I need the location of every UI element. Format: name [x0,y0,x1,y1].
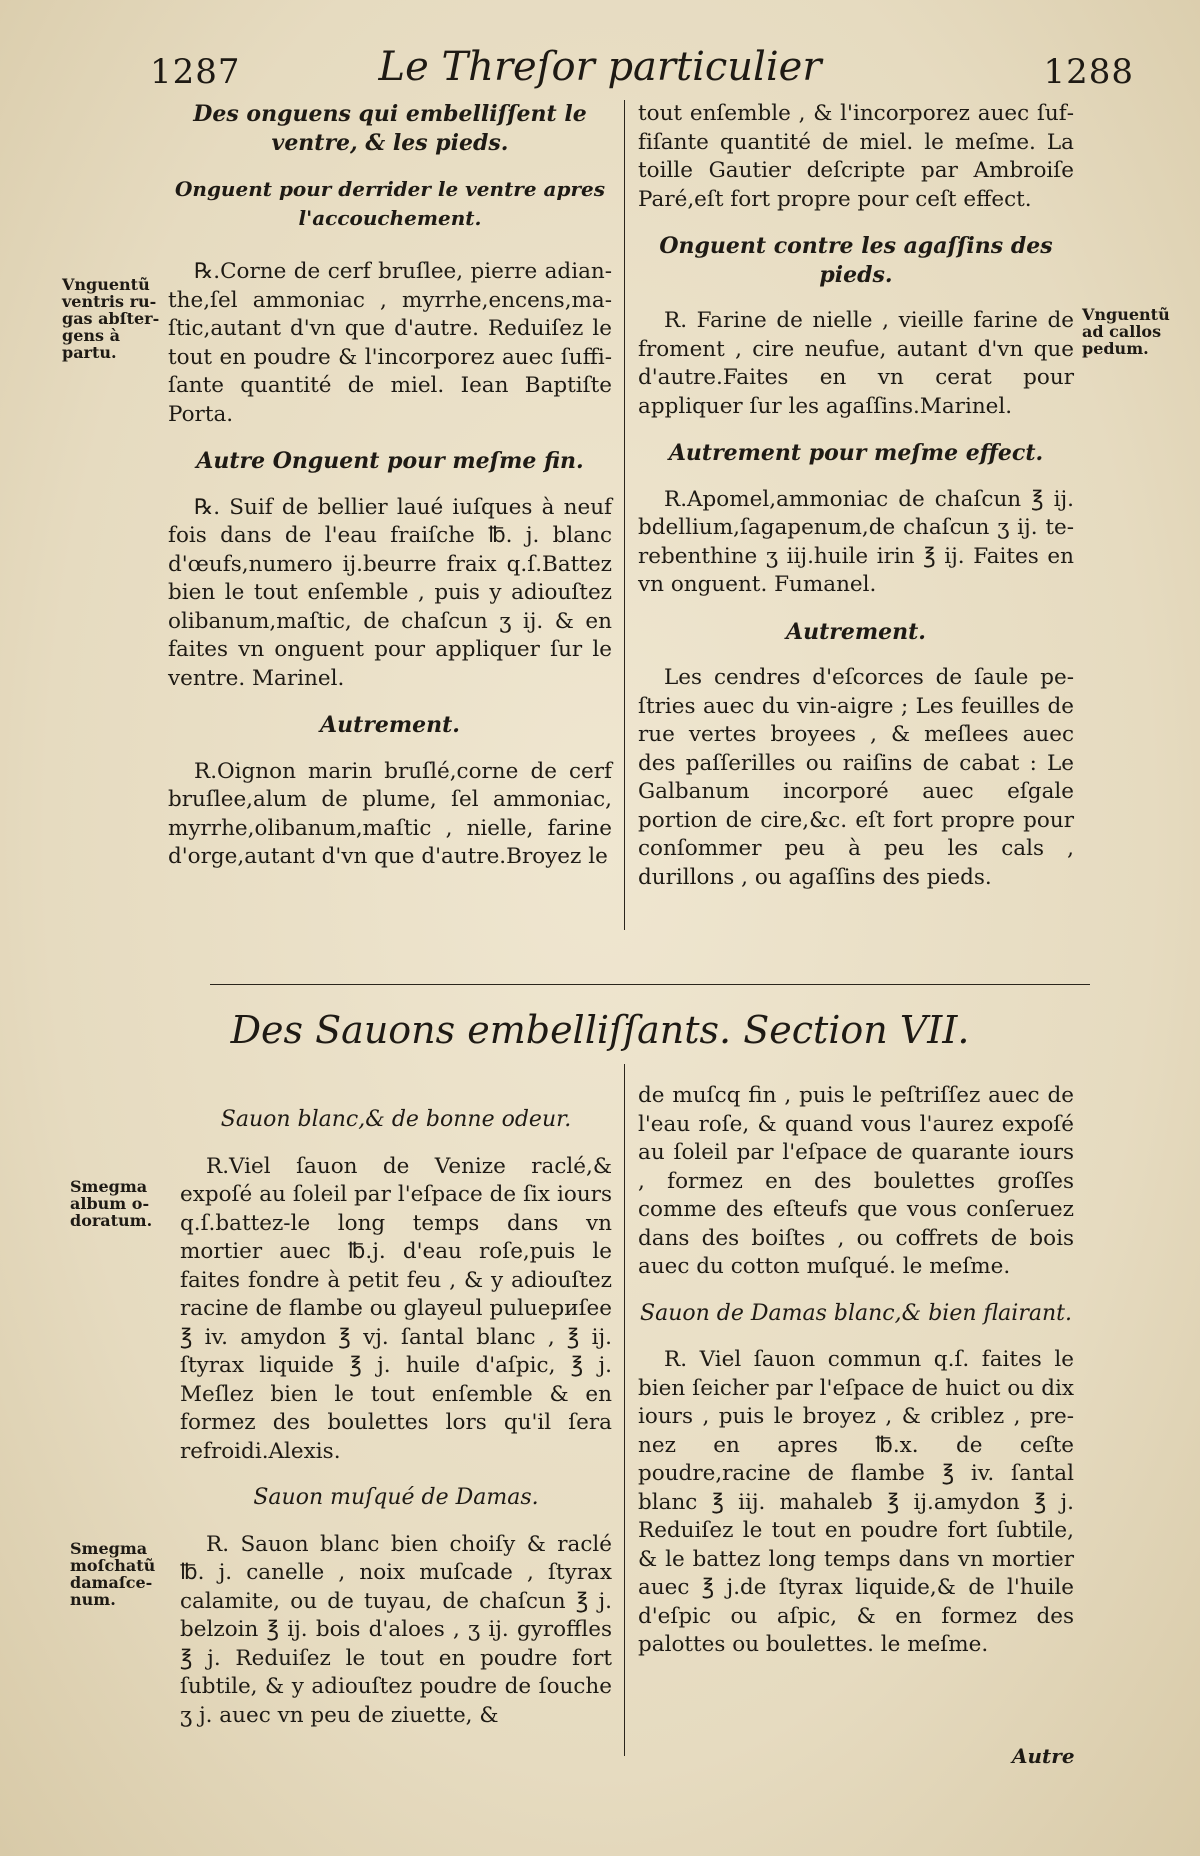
margin-note: Smegma album odoratum. [70,1177,153,1230]
recipe-paragraph: Les cendres d'eſcorces de ſaule peſtries auec du vin-aigre ; Les feuilles de rue vertes broyees , & meſlees auec des paſſerilles ou raiſins de cabat : Le Galbanum incorporé auec eſgale portion de cire,&c. eſt fort propre pour conſommer peu à peu les cals , durillons , ou agaſſins des pieds. [638,665,1074,890]
recipe-heading: Autrement. [786,618,926,645]
recipe-paragraph: R.Viel ſauon de Venize raclé,& expoſé au ſoleil par l'eſpace de ſix iours q.ſ.battez-le long temps dans vn mortier auec ℔.j. d'eau roſe,puis le faites fondre à petit feu , & y adiouſtez racine de flambe ou glayeul puluериſee ℥ iv. amydon ℥ vj. ſantal blanc , ℥ ij. ſtyrax liquide ℥ j. huile d'aſpic, ℥ j. Meſlez bien le tout enſemble & en formez des boulettes lors qu'il ſera refroidi.Alexis. [180,1153,612,1464]
margin-note: Smegma moſchatũ damaſcenum. [70,1539,156,1609]
catchword: Autre [1012,1744,1075,1768]
top-right-column [638,100,1074,892]
recipe-paragraph: R.Oignon marin bruſlé,corne de cerf bruſlee,alum de plume, ſel ammoniac, myrrhe,olibanum,maſtic , nielle, farine d'orge,autant d'vn que d'autre.Broyez le [168,758,612,869]
recipe-paragraph: R. Farine de nielle , vieille farine de froment , cire neufue, autant d'vn que d'autre.Faites en vn cerat pour appliquer ſur les agaſſins.Marinel. [638,308,1074,419]
top-left-column [168,100,612,872]
recipe-heading: Sauon muſqué de Damas. [253,1485,539,1510]
recipe-paragraph: R. Sauon blanc bien choiſy & raclé ℔. j. canelle , noix muſcade , ſtyrax calamite, ou de tuyau, de chaſcun ℥ j. belzoin ℥ ij. bois d'aloes , ʒ ij. gyroffles ℥ j. Reduiſez le tout en poudre fort ſubtile, & y adiouſtez poudre de ſouche ʒ j. auec vn peu de ziuette, & [180,1531,612,1728]
page-header [0,44,1200,94]
recipe-paragraph: R.Apomel,ammoniac de chaſcun ℥ ij. bdellium,ſagapenum,de chaſcun ʒ ij. terebenthine ʒ iij.huile irin ℥ ij. Faites en vn onguent. Fumanel. [638,486,1074,597]
bottom-right-column [638,1082,1074,1660]
section-rule [210,984,1090,985]
page-number-left: 1287 [150,52,241,92]
section-title: Des Sauons embelliſſants. Section VII. [230,1008,970,1052]
section-heading-onguens: Des onguens qui embelliſſent le ventre, & les pieds. [193,101,587,156]
recipe-paragraph: R. Viel ſauon commun q.ſ. faites le bien ſeicher par l'eſpace de huict ou dix iours , puis le broyez , & criblez , prenez en apres ℔.x. de ceſte poudre,racine de flambe ℥ iv. ſantal blanc ℥ iij. mahaleb ℥ ij.amydon ℥ j. Reduiſez le tout en poudre fort ſubtile, & le battez long temps dans vn mortier auec ℥ j.de ſtyrax liquide,& de l'huile d'eſpic ou aſpic, & en formez des palottes ou boulettes. le meſme. [638,1347,1074,1657]
column-divider-top [624,100,625,930]
recipe-paragraph: de muſcq fin , puis le peſtriſſez auec de l'eau roſe, & quand vous l'aurez expoſé au ſoleil par l'eſpace de quarante iours , formez en des boulettes groſſes comme des eſteufs que vous conſeruez dans des boiſtes , ou coffrets de bois auec du cotton muſqué. le meſme. [638,1083,1074,1279]
recipe-heading: Autre Onguent pour meſme fin. [196,448,584,474]
recipe-heading: Autrement. [320,712,460,738]
recipe-heading: Sauon blanc,& de bonne odeur. [220,1107,572,1132]
column-divider-bottom [624,1064,625,1756]
recipe-heading: Onguent contre les agaſſins des pieds. [659,233,1053,288]
bottom-left-column [180,1106,612,1730]
page-number-right: 1288 [1043,52,1134,92]
recipe-paragraph: tout enſemble , & l'incorporez auec ſuffiſante quantité de miel. le meſme. La toille Gautier deſcripte par Ambroiſe Paré,eſt fort propre pour ceſt effect. [638,101,1074,212]
margin-note: Vnguentũ ad callos pedum. [1082,305,1170,358]
running-title: Le Threſor particulier [378,44,822,90]
recipe-paragraph: ℞. Suif de bellier laué iuſques à neuf fois dans de l'eau fraiſche ℔. j. blanc d'œufs,numero ij.beurre fraix q.ſ.Battez bien le tout enſemble , puis y adiouſtez olibanum,maſtic, de chaſcun ʒ ij. & en faites vn onguent pour appliquer ſur le ventre. Marinel. [168,494,612,691]
recipe-heading: Sauon de Damas blanc,& bien flairant. [640,1300,1072,1326]
margin-note: Vnguentũ ventris rugas abſtergens à partu. [62,275,160,362]
recipe-paragraph: ℞.Corne de cerf bruſlee, pierre adianthe,ſel ammoniac , myrrhe,encens,maſtic,autant d'vn que d'autre. Reduiſez le tout en poudre & l'incorporez auec ſuffiſante quantité de miel. Iean Baptiſte Porta. [168,259,612,427]
sub-heading: Onguent pour derrider le ventre apres l'accouchement. [174,177,605,230]
recipe-heading: Autrement pour meſme effect. [668,440,1044,466]
